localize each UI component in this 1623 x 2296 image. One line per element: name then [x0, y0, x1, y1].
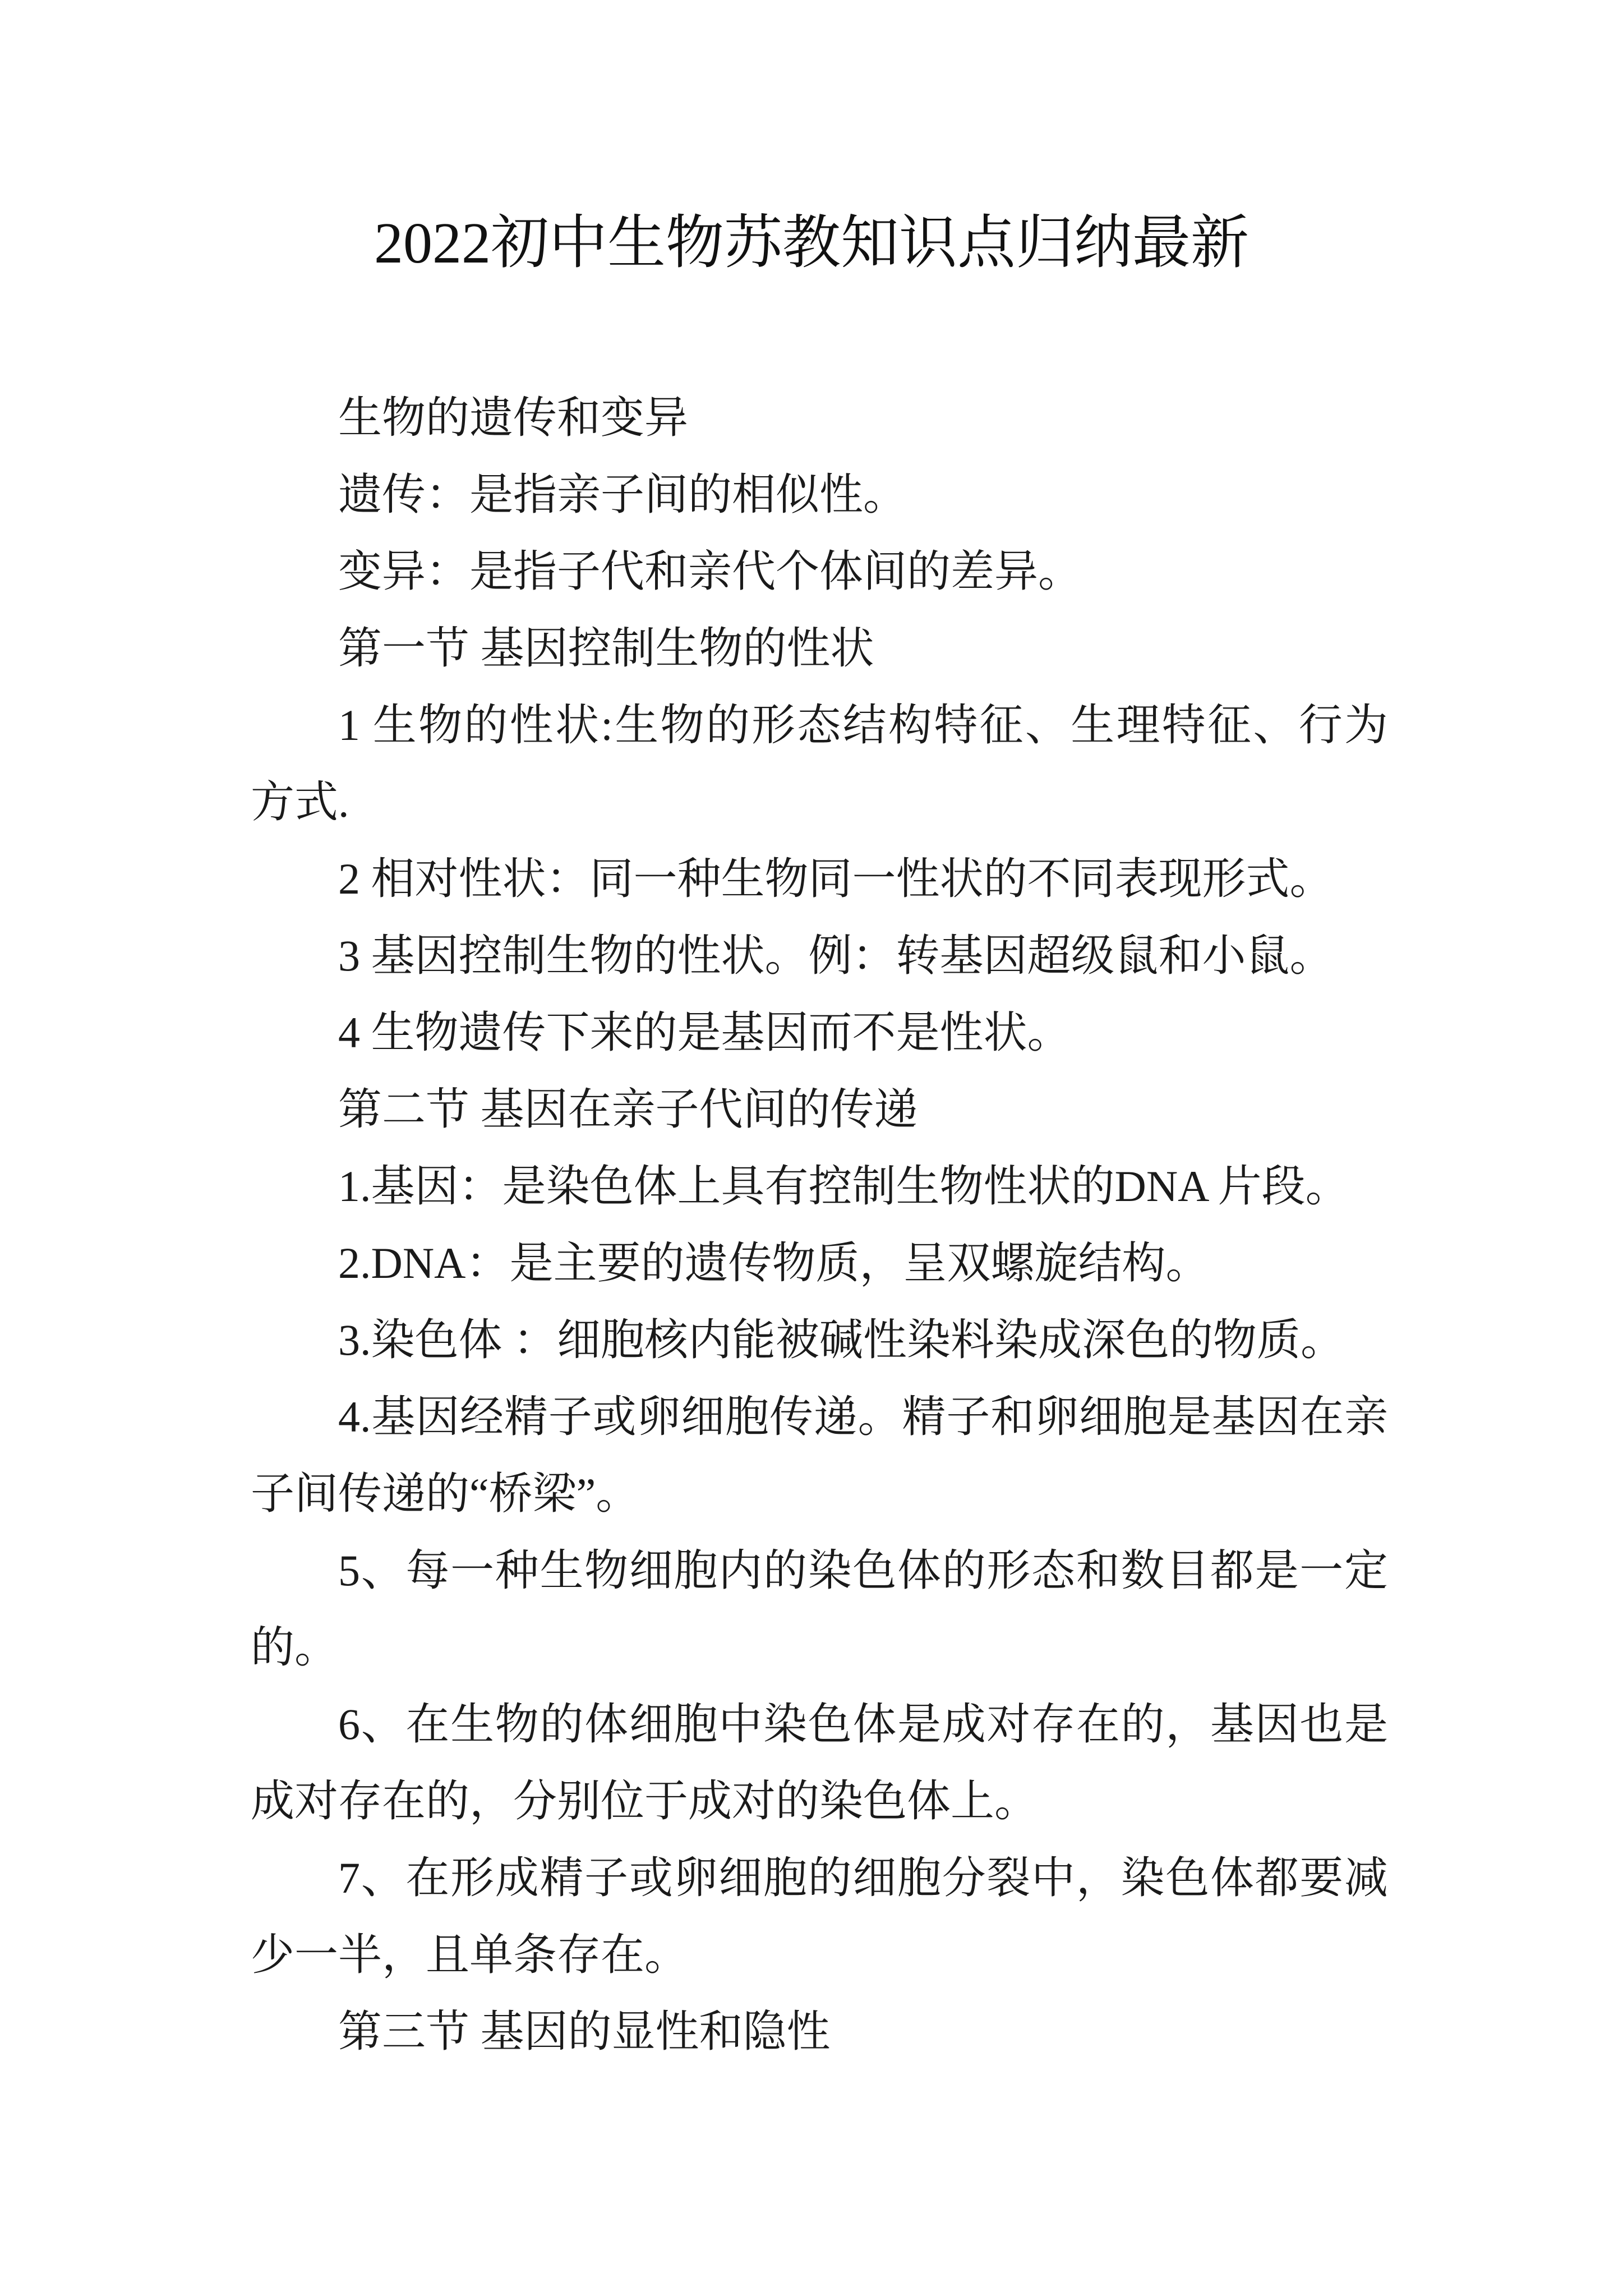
document-title: 2022初中生物苏教知识点归纳最新	[374, 211, 1249, 275]
point-2-5	[251, 1532, 1388, 1686]
paragraph-line: 子间传递的“桥梁”。	[251, 1469, 640, 1518]
definition-variation	[251, 533, 1388, 610]
paragraph-line: 2.DNA：是主要的遗传物质，呈双螺旋结构。	[338, 1239, 1210, 1287]
paragraph-line: 1.基因：是染色体上具有控制生物性状的DNA 片段。	[338, 1162, 1349, 1211]
paragraph-line: 3 基因控制生物的性状。例：转基因超级鼠和小鼠。	[338, 931, 1334, 980]
point-1-3	[251, 917, 1388, 994]
paragraph-line: 第三节 基因的显性和隐性	[338, 2007, 831, 2056]
point-2-2	[251, 1225, 1388, 1301]
section-heading-3	[251, 1993, 1388, 2070]
paragraph-line: 3.染色体 ：细胞核内能被碱性染料染成深色的物质。	[338, 1315, 1345, 1364]
paragraph-line: 第一节 基因控制生物的性状	[338, 624, 874, 673]
paragraph-line: 5、每一种生物细胞内的染色体的形态和数目都是一定	[338, 1546, 1388, 1595]
point-1-4	[251, 994, 1388, 1071]
paragraph-line: 方式.	[251, 777, 349, 826]
point-2-4	[251, 1378, 1388, 1532]
definition-heredity	[251, 456, 1388, 533]
point-1-2	[251, 840, 1388, 917]
paragraph-line: 生物的遗传和变异	[338, 393, 689, 442]
point-2-3	[251, 1301, 1388, 1378]
paragraph-line: 7、在形成精子或卵细胞的细胞分裂中，染色体都要减	[338, 1853, 1388, 1902]
paragraph-line: 2 相对性状：同一种生物同一性状的不同表现形式。	[338, 854, 1334, 903]
paragraph-line: 4.基因经精子或卵细胞传递。精子和卵细胞是基因在亲	[338, 1392, 1388, 1441]
section-heading-2	[251, 1071, 1388, 1148]
paragraph-line: 成对存在的，分别位于成对的染色体上。	[251, 1777, 1039, 1825]
topic-heading	[251, 379, 1388, 456]
paragraph-line: 1 生物的性状:生物的形态结构特征、生理特征、行为	[338, 701, 1388, 749]
point-2-6	[251, 1686, 1388, 1839]
section-heading-1	[251, 610, 1388, 687]
document-body	[251, 379, 1388, 2070]
paragraph-line: 遗传：是指亲子间的相似性。	[338, 470, 907, 519]
paragraph-line: 少一半，且单条存在。	[251, 1930, 689, 1979]
paragraph-line: 6、在生物的体细胞中染色体是成对存在的，基因也是	[338, 1700, 1388, 1749]
paragraph-line: 4 生物遗传下来的是基因而不是性状。	[338, 1008, 1071, 1057]
point-1-1	[251, 687, 1388, 840]
paragraph-line: 变异：是指子代和亲代个体间的差异。	[338, 547, 1082, 596]
point-2-7	[251, 1839, 1388, 1993]
paragraph-line: 的。	[251, 1623, 339, 1672]
point-2-1	[251, 1148, 1388, 1225]
paragraph-line: 第二节 基因在亲子代间的传递	[338, 1085, 918, 1134]
